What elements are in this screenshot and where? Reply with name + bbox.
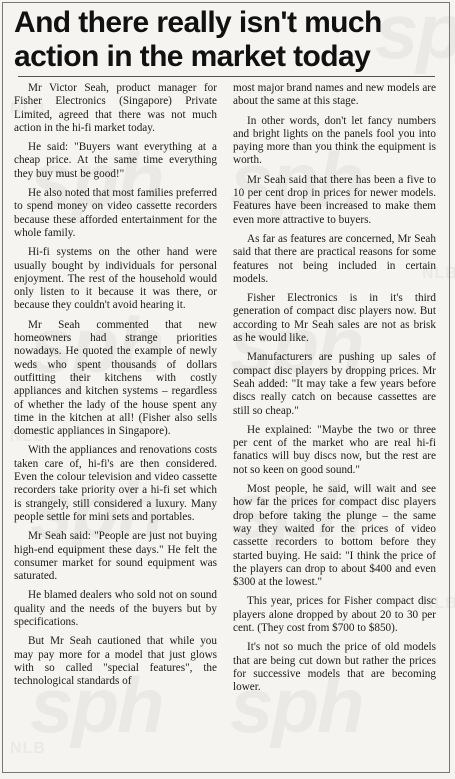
article-paragraph: Manufacturers are pushing up sales of compact disc players by dropping prices. Mr Seah added: "It may take a few years before discs really catch on because cassettes are still so cheap." — [233, 351, 436, 417]
article-paragraph: Mr Victor Seah, product manager for Fisher Electronics (Singapore) Private Limited, agreed that there was not much action in the hi-fi market today. — [14, 82, 217, 134]
article-body — [14, 82, 436, 764]
article-paragraph: Mr Seah said: "People are just not buying high-end equipment these days." He felt the consumer market for sound equipment was saturated. — [14, 530, 217, 583]
article-paragraph: Mr Seah commented that new homeowners had strange priorities nowadays. He quoted the example of newly weds who spent thousands of dollars outfitting their kitchens with costly appliances and kitchen systems – regardless of whether the lady of the house spent any time in the kitchen at all! (Fisher also sells domestic appliances in Singapore). — [14, 318, 217, 438]
article-paragraph: With the appliances and renovations costs taken care of, hi-fi's are then considered. Even the colour television and video cassette recorders take priority over a hi-fi set which is strangely, still considered a luxury. Many people settle for mini sets and portables. — [14, 444, 217, 523]
article-column-left — [14, 82, 217, 764]
article-paragraph: He also noted that most families preferred to spend money on video cassette recorders because these afforded entertainment for the whole family. — [14, 187, 217, 239]
article-headline: And there really isn't much action in the market today — [14, 6, 382, 73]
article-paragraph: Hi-fi systems on the other hand were usually bought by individuals for personal enjoyment. The rest of the household would only listen to it because it was there, or because they couldn't avoid hearing it. — [14, 246, 217, 312]
article-paragraph: He said: "Buyers want everything at a cheap price. At the same time everything they buy must be good!" — [14, 141, 217, 180]
article-paragraph: In other words, don't let fancy numbers and bright lights on the panels fool you into paying more than you think the equipment is worth. — [233, 114, 436, 167]
article-paragraph: It's not so much the price of old models that are being cut down but rather the prices for successive models that are becoming lower. — [233, 641, 436, 694]
article-column-right — [233, 82, 436, 764]
article-paragraph: But Mr Seah cautioned that while you may pay more for a model that just glows with so called "special features", the technological standards of — [14, 635, 217, 688]
article-paragraph: As far as features are concerned, Mr Seah said that there are practical reasons for some features not being included in certain models. — [233, 232, 436, 285]
article-paragraph: He blamed dealers who sold not on sound quality and the needs of the buyers but by specifications. — [14, 589, 217, 628]
article-paragraph: He explained: "Maybe the two or three per cent of the market who are real hi-fi fanatics will buy discs now, but the rest are not so keen on good sound." — [233, 423, 436, 476]
article-paragraph: This year, prices for Fisher compact disc players alone dropped by about 20 to 30 per cent. (They cost from $700 to $850). — [233, 595, 436, 634]
article-paragraph: Fisher Electronics is in it's third generation of compact disc players now. But according to Mr Seah sales are not as brisk as he would like. — [233, 292, 436, 345]
article-paragraph: Mr Seah said that there has been a five to 10 per cent drop in prices for newer models. Features have been increased to make them even more attractive to buyers. — [233, 173, 436, 226]
headline-rule — [18, 76, 435, 77]
article-paragraph: Most people, he said, will wait and see how far the prices for compact disc players drop before taking the plunge – the same way they waited for the prices of video cassette recorders to bottom before they started buying. He said: "I think the price of the players can drop to about $400 and even $300 at the lowest." — [233, 483, 436, 589]
article-paragraph: most major brand names and new models are about the same at this stage. — [233, 82, 436, 108]
